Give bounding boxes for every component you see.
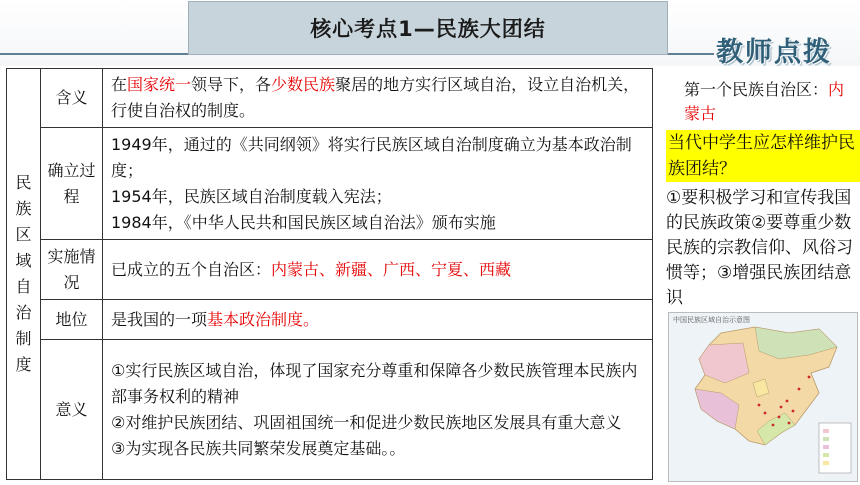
page-title-text: 核心考点1—民族大团结 [310, 17, 546, 41]
process-line: 1954年，民族区域自治制度载入宪法； [111, 186, 392, 206]
row-label-position: 地位 [41, 300, 103, 340]
side-label-char: 制 [15, 329, 32, 348]
significance-line: ③为实现各民族共同繁荣发展奠定基础。。 [111, 438, 406, 458]
significance-content [103, 340, 653, 480]
side-label-char: 自 [15, 277, 32, 296]
title-underline-left [0, 53, 188, 55]
side-label-char: 治 [15, 303, 32, 322]
first-region-name: 内蒙古 [684, 80, 845, 123]
position-content: 是我国的一项基本政治制度。 [103, 300, 653, 340]
side-label-char: 民 [15, 173, 32, 192]
side-label-char: 域 [15, 251, 32, 270]
table-row-process [7, 128, 653, 240]
table-row-significance [7, 340, 653, 480]
table-row-position [7, 300, 653, 340]
row-label-meaning: 含义 [41, 69, 103, 128]
row-label-implementation: 实施情况 [41, 240, 103, 300]
significance-line: ①实行民族区域自治，体现了国家充分尊重和保障各少数民族管理本民族内部事务权利的精神 [111, 360, 638, 406]
system-table [6, 68, 653, 480]
side-label-cell [7, 69, 41, 480]
process-line: 1949年，通过的《共同纲领》将实行民族区域自治制度确立为基本政治制度； [111, 134, 632, 180]
table-row-meaning [7, 69, 653, 128]
side-label-char: 度 [15, 355, 32, 374]
table-row-implementation [7, 240, 653, 300]
highlight-unification: 国家统一 [127, 75, 192, 94]
side-label-char: 区 [15, 225, 32, 244]
row-label-significance: 意义 [41, 340, 103, 480]
row-label-process: 确立过程 [41, 128, 103, 240]
title-underline-right [666, 53, 714, 55]
question-highlight: 当代中学生应怎样维护民族团结？ [666, 130, 860, 182]
autonomous-regions-list: 内蒙古、新疆、广西、宁夏、西藏 [271, 259, 512, 279]
side-label-char: 族 [15, 199, 32, 218]
china-map-icon [669, 313, 857, 481]
highlight-minorities: 少数民族 [271, 75, 336, 94]
first-region-note: 第一个民族自治区：内蒙古 [684, 80, 845, 123]
answer-list: ①要积极学习和宣传我国的民族政策②要尊重少数民族的宗教信仰、风俗习惯等；③增强民族团结意识 [666, 188, 853, 308]
china-autonomy-map [668, 312, 858, 482]
process-line: 1984年，《中华人民共和国民族区域自治法》颁布实施 [111, 212, 496, 232]
map-title: 中国民族区域自治示意图 [673, 316, 750, 324]
page-title [188, 1, 668, 55]
highlight-basic-system: 基本政治制度。 [207, 309, 320, 329]
teacher-tip-label: 教师点拨 [716, 37, 832, 68]
implementation-content: 已成立的五个自治区：内蒙古、新疆、广西、宁夏、西藏 [103, 240, 653, 300]
meaning-content: 在国家统一领导下，各少数民族聚居的地方实行区域自治，设立自治机关，行使自治权的制度。 [103, 69, 653, 128]
process-content [103, 128, 653, 240]
significance-line: ②对维护民族团结、巩固祖国统一和促进少数民族地区发展具有重大意义 [111, 412, 622, 432]
